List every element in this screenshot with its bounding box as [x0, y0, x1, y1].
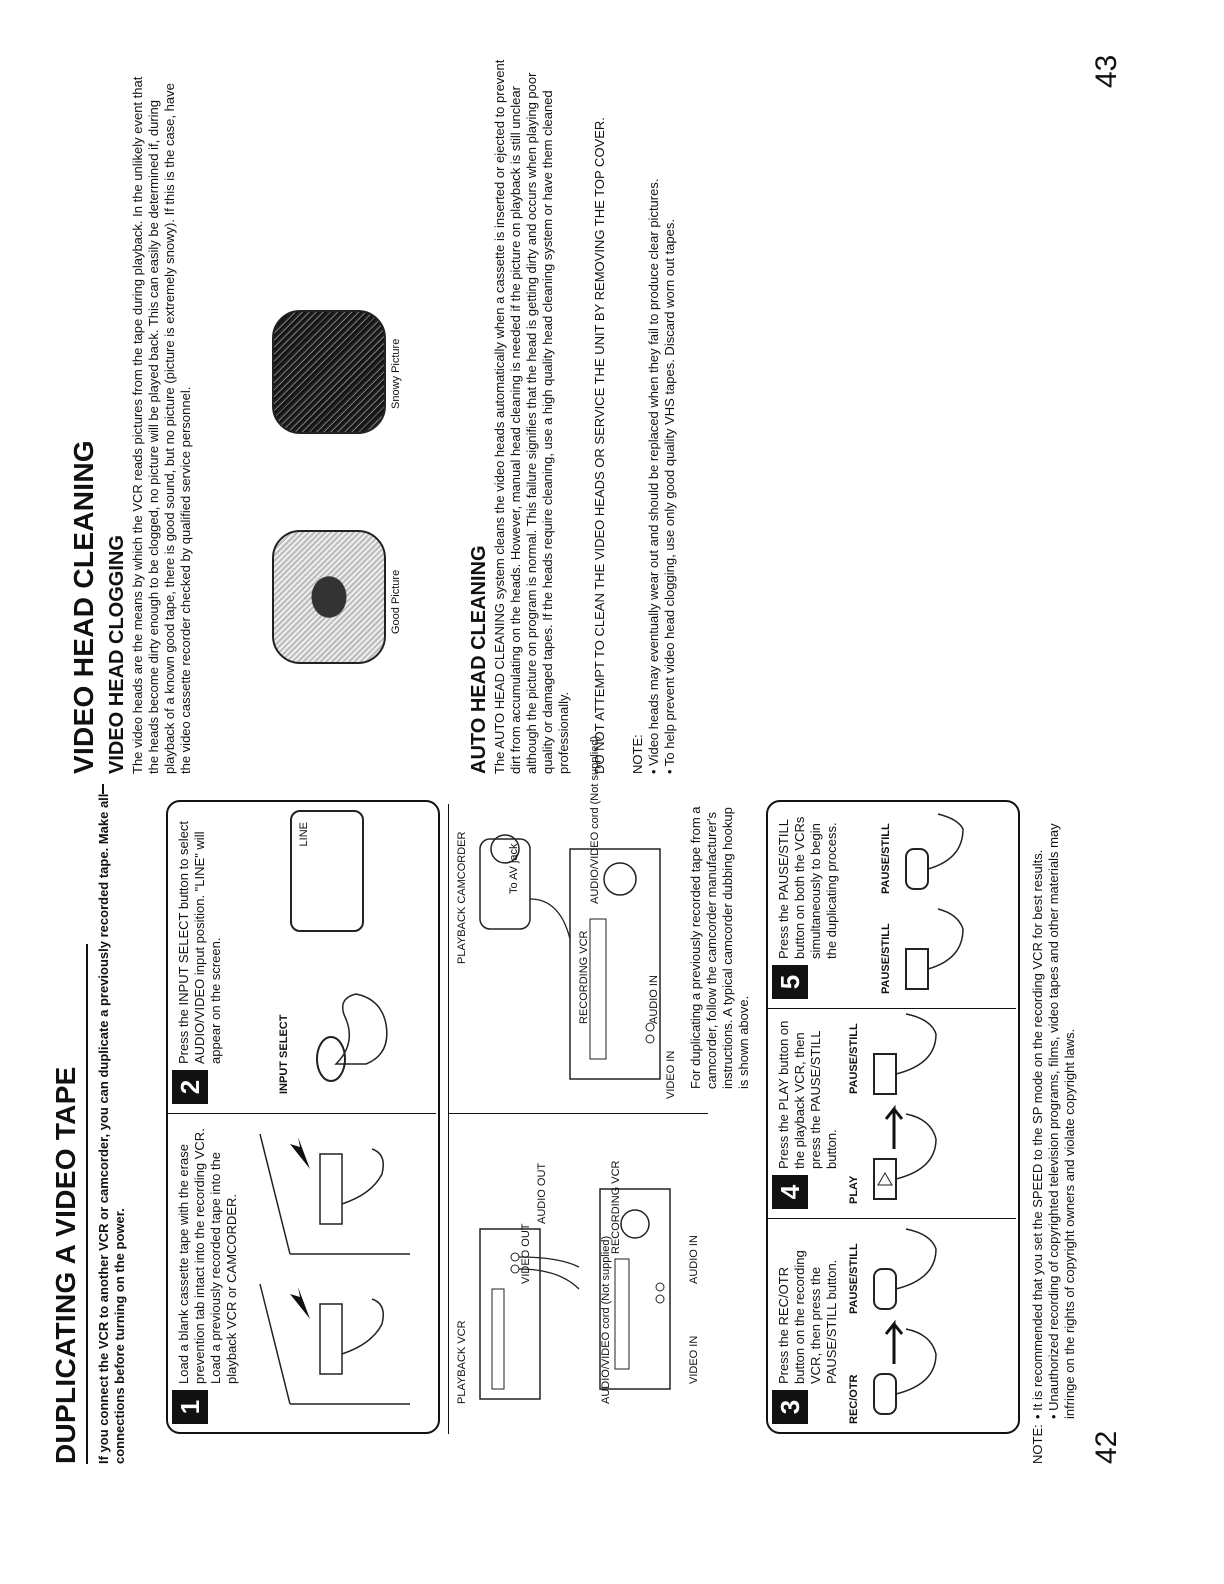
- playback-camcorder-label: PLAYBACK CAMCORDER: [456, 831, 468, 964]
- left-intro: If you connect the VCR to another VCR or camcorder, you can duplicate a previously recorded tape. Make all connections before turning on the power.: [96, 793, 127, 1464]
- av-cord-label: AUDIO/VIDEO cord (Not supplied): [600, 1235, 612, 1404]
- recording-vcr-label-1: RECORDING VCR: [610, 1160, 622, 1254]
- video-out-label: VIDEO OUT: [520, 1223, 532, 1284]
- vcr-to-vcr-diagram: [470, 1124, 690, 1409]
- to-av-jack-label: To AV jack: [508, 843, 520, 894]
- step-3-text: Press the REC/OTR button on the recording VCR, then press the PAUSE/STILL button.: [776, 1250, 839, 1384]
- right-note-2-text: To help prevent video head clogging, use only good quality VHS tapes. Discard worn out tapes.: [662, 219, 677, 767]
- left-page-title: DUPLICATING A VIDEO TAPE: [50, 1066, 81, 1464]
- audio-out-label: AUDIO OUT: [536, 1162, 548, 1224]
- video-in-label-2: VIDEO IN: [665, 1050, 677, 1099]
- step-3-illustration: [864, 1224, 1004, 1424]
- audio-in-label-1: AUDIO IN: [688, 1235, 700, 1284]
- pause-still-label-3: PAUSE/STILL: [880, 923, 892, 994]
- frame-divider-top: [166, 1113, 436, 1114]
- pause-still-label-1: PAUSE/STILL: [848, 1243, 860, 1314]
- left-note-2-text: Unauthorized recording of copyrighted television programs, films, video tapes and other materials may infringe on the rights of copyright owners and violate copyright laws.: [1046, 823, 1077, 1419]
- good-picture-caption: Good Picture: [390, 569, 402, 634]
- audio-in-label-2: AUDIO IN: [648, 975, 660, 1024]
- step-2-badge: 2: [172, 1070, 208, 1104]
- right-note-label: NOTE:: [630, 734, 645, 774]
- step-5-badge: 5: [772, 965, 808, 999]
- pause-still-label-2: PAUSE/STILL: [848, 1023, 860, 1094]
- input-select-label: INPUT SELECT: [278, 1014, 290, 1094]
- mid-divider-vertical: [448, 1113, 708, 1114]
- warning-text: DO NOT ATTEMPT TO CLEAN THE VIDEO HEADS OR SERVICE THE UNIT BY REMOVING THE TOP COVER.: [592, 117, 607, 774]
- page-number-right: 43: [1090, 54, 1123, 88]
- av-cord-small-label: AUDIO/VIDEO cord (Not supplied): [589, 735, 601, 904]
- left-note-2: • Unauthorized recording of copyrighted television programs, films, video tapes and other materials may infringe on the rights of copyright owners and violate copyright laws.: [1046, 823, 1077, 1419]
- right-note-1-text: Video heads may eventually wear out and should be replaced when they fail to produce clear pictures.: [646, 178, 661, 766]
- good-picture-image: [272, 530, 386, 664]
- mid-divider: [448, 804, 449, 1434]
- step-2-text: Press the INPUT SELECT button to select AUDIO/VIDEO input position. "LINE" will appear on the screen.: [176, 820, 223, 1064]
- play-label: PLAY: [848, 1175, 860, 1204]
- line-indicator: LINE: [298, 822, 310, 847]
- left-note-1-text: It is recommended that you set the SPEED to the SP mode on the recording VCR for best results.: [1030, 849, 1045, 1411]
- auto-cleaning-text: The AUTO HEAD CLEANING system cleans the video heads automatically when a cassette is inserted or ejected to prevent dirt from accumulating on the heads. However, manual head cleaning is needed if the picture on playback is still unclear although the picture on program is normal. This failure signifies that the head is getting dirty and occurs when playing poor quality or damaged tapes. If the heads require cleaning, use a high quality head cleaning system or have them cleaned professionally.: [492, 59, 571, 774]
- snowy-picture-caption: Snowy Picture: [390, 338, 402, 409]
- left-note-label: NOTE:: [1030, 1424, 1045, 1464]
- recording-vcr-label-2: RECORDING VCR: [578, 930, 590, 1024]
- right-note-2: • To help prevent video head clogging, use only good quality VHS tapes. Discard worn out tapes.: [662, 219, 677, 774]
- auto-cleaning-heading: AUTO HEAD CLEANING: [468, 545, 490, 774]
- step-4-text: Press the PLAY button on the playback VCR, then press the PAUSE/STILL button.: [776, 1020, 839, 1169]
- step-5-text: Press the PAUSE/STILL button on both the VCRs simultaneously to begin the duplicating process.: [776, 816, 839, 959]
- step-4-illustration: [864, 1009, 1004, 1209]
- page-number-left: 42: [1090, 1430, 1123, 1464]
- step-1-badge: 1: [172, 1390, 208, 1424]
- step-4-badge: 4: [772, 1175, 808, 1209]
- video-in-label-1: VIDEO IN: [688, 1335, 700, 1384]
- frame-divider-bottom-1: [766, 1218, 1016, 1219]
- step-1-text: Load a blank cassette tape with the erase prevention tab intact into the recording VCR. Load a previously recorded tape into the playback VCR or CAMCORDER.: [176, 1128, 239, 1384]
- right-title-mark: [102, 784, 104, 794]
- tv-screen-line: [290, 810, 364, 932]
- clogging-heading: VIDEO HEAD CLOGGING: [106, 535, 128, 774]
- clogging-text: The video heads are the means by which the VCR reads pictures from the tape during playback. In the unlikely event that the heads become dirty enough to be clogged, no picture will be played back. This can easily be determined if, during playback of a known good tape, there is good sound, but no picture (picture is extremely snowy). If this is the case, have the video cassette recorder checked by qualified service personnel.: [130, 76, 193, 774]
- pause-still-label-4: PAUSE/STILL: [880, 823, 892, 894]
- step-5-illustration: [896, 809, 1006, 999]
- right-note-1: • Video heads may eventually wear out and should be replaced when they fail to produce clear pictures.: [646, 178, 661, 774]
- playback-vcr-label: PLAYBACK VCR: [456, 1320, 468, 1404]
- step-3-badge: 3: [772, 1390, 808, 1424]
- input-select-hand-illustration: [296, 974, 406, 1094]
- rec-otr-label: REC/OTR: [848, 1374, 860, 1424]
- camcorder-note: For duplicating a previously recorded tape from a camcorder, follow the camcorder manufacturer's instructions. A typical camcorder dubbing hookup is shown above.: [688, 806, 751, 1089]
- title-underline: [86, 944, 88, 1464]
- left-note-1: • It is recommended that you set the SPEED to the SP mode on the recording VCR for best results.: [1030, 849, 1045, 1419]
- right-page-title: VIDEO HEAD CLEANING: [68, 440, 99, 774]
- snowy-picture-image: [272, 310, 386, 434]
- cassette-insert-illustration: [250, 1124, 420, 1414]
